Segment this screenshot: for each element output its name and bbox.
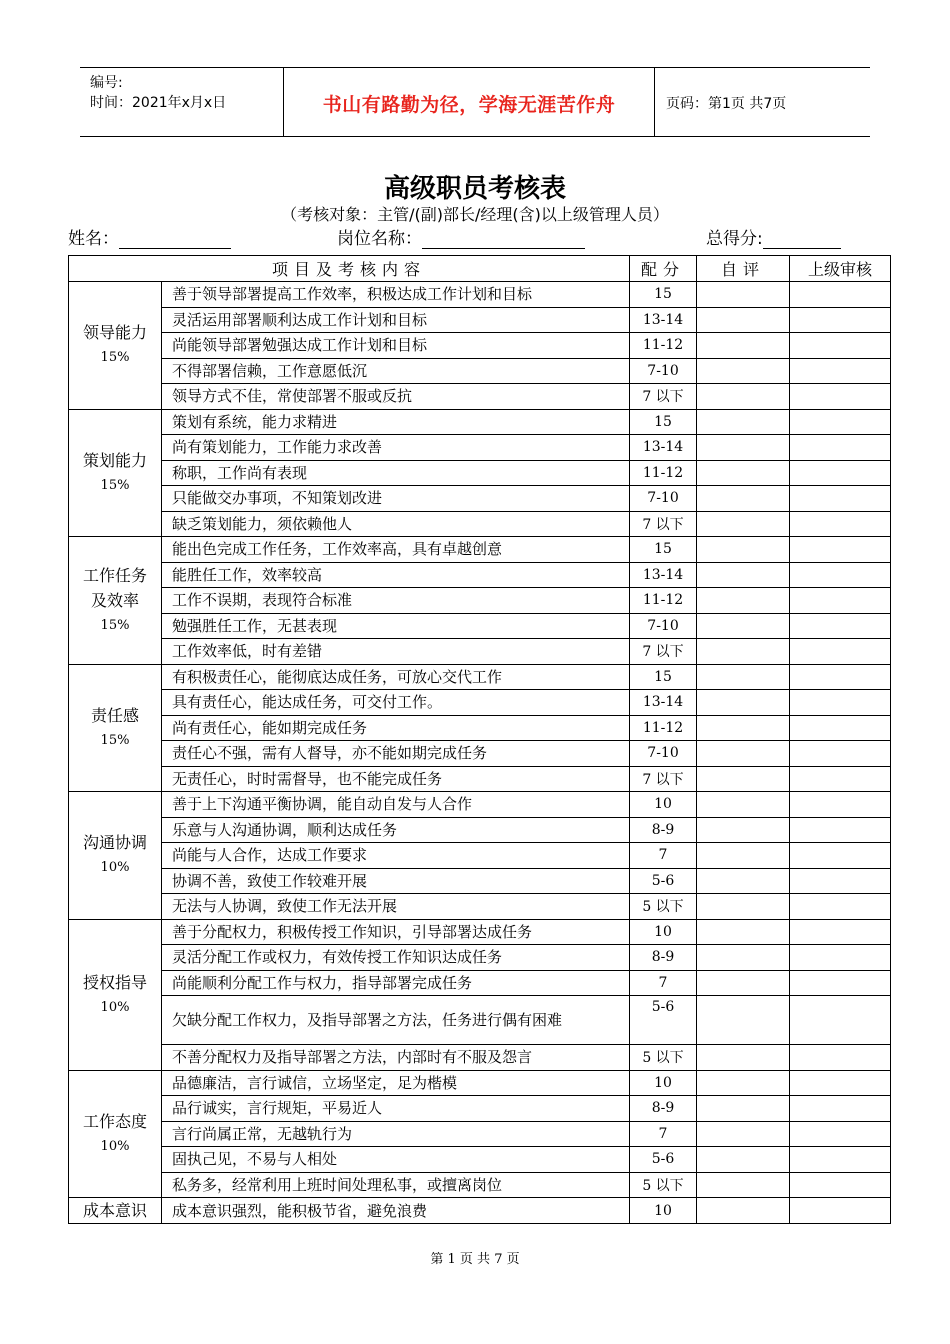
criteria-description: 尚能与人合作，达成工作要求 [162,843,630,869]
category-weight: 15% [100,477,130,493]
criteria-description: 善于领导部署提高工作效率，积极达成工作计划和目标 [162,282,630,308]
self-eval-cell[interactable] [697,333,790,359]
category-cell [69,1198,162,1224]
criteria-description: 乐意与人沟通协调，顺利达成任务 [162,817,630,843]
score-range: 7 以下 [630,766,697,792]
review-cell[interactable] [790,1070,891,1096]
category-weight: 10% [100,1138,130,1154]
category-cell [69,282,162,410]
time-label: 时间：2021年x月x日 [90,95,227,111]
table-row [69,358,891,384]
score-range: 7 [630,1121,697,1147]
table-row [69,1198,891,1224]
category-cell [69,664,162,792]
criteria-description: 尚能领导部署勉强达成工作计划和目标 [162,333,630,359]
self-eval-cell[interactable] [697,1070,790,1096]
header-page-cell [654,68,870,136]
score-range: 15 [630,282,697,308]
review-cell[interactable] [790,537,891,563]
criteria-description: 无责任心，时时需督导，也不能完成任务 [162,766,630,792]
category-cell [69,1070,162,1198]
score-range: 7 [630,843,697,869]
table-row [69,639,891,665]
category-label: 策划能力 [82,450,147,470]
table-row [69,460,891,486]
table-row [69,1070,891,1096]
review-cell[interactable] [790,1096,891,1122]
table-row [69,435,891,461]
review-cell[interactable] [790,588,891,614]
total-label: 总得分: [706,229,763,249]
self-eval-cell[interactable] [697,409,790,435]
page-number: 页码：第1页 共7页 [666,96,787,112]
score-range: 13-14 [630,307,697,333]
table-row [69,613,891,639]
criteria-description: 无法与人协调，致使工作无法开展 [162,894,630,920]
self-eval-cell[interactable] [697,843,790,869]
review-cell[interactable] [790,486,891,512]
self-eval-cell[interactable] [697,511,790,537]
review-cell[interactable] [790,1172,891,1198]
review-cell[interactable] [790,741,891,767]
table-row [69,690,891,716]
header-info-cell [80,68,283,136]
score-range: 7 以下 [630,639,697,665]
category-cell [69,537,162,665]
self-eval-cell[interactable] [697,1096,790,1122]
self-eval-cell[interactable] [697,945,790,971]
self-eval-cell[interactable] [697,1198,790,1224]
category-label: 沟通协调 [82,833,147,853]
self-eval-cell[interactable] [697,715,790,741]
review-cell[interactable] [790,460,891,486]
table-row [69,562,891,588]
score-range: 11-12 [630,715,697,741]
category-label: 授权指导 [82,972,147,992]
category-cell [69,792,162,920]
table-row [69,282,891,308]
score-range: 13-14 [630,690,697,716]
criteria-description: 不善分配权力及指导部署之方法，内部时有不服及怨言 [162,1045,630,1071]
self-eval-cell[interactable] [697,486,790,512]
table-row [69,1045,891,1071]
category-weight: 10% [100,999,130,1015]
table-row [69,741,891,767]
name-blank[interactable] [119,230,231,249]
criteria-description: 固执己见，不易与人相处 [162,1147,630,1173]
table-row [69,1121,891,1147]
table-row [69,766,891,792]
review-cell[interactable] [790,435,891,461]
total-blank[interactable] [763,230,841,249]
criteria-description: 工作不误期，表现符合标准 [162,588,630,614]
score-range: 7 以下 [630,511,697,537]
category-label: 成本意识 [82,1201,147,1220]
self-eval-cell[interactable] [697,588,790,614]
self-eval-column-header: 自评 [697,256,790,282]
self-eval-cell[interactable] [697,996,790,1045]
score-range: 11-12 [630,333,697,359]
criteria-description: 能出色完成工作任务，工作效率高，具有卓越创意 [162,537,630,563]
table-row [69,409,891,435]
score-range: 10 [630,1070,697,1096]
name-label: 姓名： [68,229,119,249]
category-cell [69,919,162,1070]
category-label: 领导能力 [82,323,147,343]
score-column-header: 配分 [630,256,697,282]
self-eval-cell[interactable] [697,358,790,384]
header-motto-cell [283,68,655,136]
self-eval-cell[interactable] [697,384,790,410]
criteria-description: 成本意识强烈，能积极节省，避免浪费 [162,1198,630,1224]
criteria-description: 尚有责任心，能如期完成任务 [162,715,630,741]
self-eval-cell[interactable] [697,460,790,486]
category-label: 及效率 [90,590,139,610]
criteria-description: 领导方式不佳，常使部署不服或反抗 [162,384,630,410]
review-cell[interactable] [790,358,891,384]
score-range: 15 [630,409,697,435]
position-label: 岗位名称： [337,229,422,249]
self-eval-cell[interactable] [697,664,790,690]
review-cell[interactable] [790,384,891,410]
review-cell[interactable] [790,868,891,894]
score-range: 13-14 [630,562,697,588]
criteria-description: 工作效率低，时有差错 [162,639,630,665]
score-range: 7 以下 [630,384,697,410]
table-row [69,894,891,920]
review-cell[interactable] [790,613,891,639]
category-cell [69,409,162,537]
code-label: 编号: [90,75,123,91]
motto: 书山有路勤为径，学海无涯苦作舟 [322,94,616,116]
criteria-description: 具有责任心，能达成任务，可交付工作。 [162,690,630,716]
page-title: 高级职员考核表 [383,174,566,204]
review-cell[interactable] [790,766,891,792]
table-row [69,486,891,512]
score-range: 10 [630,792,697,818]
score-range: 7-10 [630,741,697,767]
self-eval-cell[interactable] [697,282,790,308]
table-row [69,919,891,945]
page-footer: 第 1 页 共 7 页 [430,1252,520,1267]
table-row [69,511,891,537]
review-cell[interactable] [790,639,891,665]
criteria-description: 缺乏策划能力，须依赖他人 [162,511,630,537]
table-row [69,1096,891,1122]
assessment-table [68,255,891,1224]
review-cell[interactable] [790,664,891,690]
review-cell[interactable] [790,690,891,716]
table-row [69,792,891,818]
criteria-description: 品行诚实，言行规矩，平易近人 [162,1096,630,1122]
self-eval-cell[interactable] [697,894,790,920]
review-cell[interactable] [790,282,891,308]
table-row [69,945,891,971]
criteria-description: 灵活分配工作或权力，有效传授工作知识达成任务 [162,945,630,971]
score-range: 5-6 [630,868,697,894]
criteria-description: 善于分配权力，积极传授工作知识，引导部署达成任务 [162,919,630,945]
table-row [69,333,891,359]
criteria-description: 称职，工作尚有表现 [162,460,630,486]
criteria-description: 灵活运用部署顺利达成工作计划和目标 [162,307,630,333]
review-cell[interactable] [790,817,891,843]
criteria-description: 私务多，经常利用上班时间处理私事，或擅离岗位 [162,1172,630,1198]
self-eval-cell[interactable] [697,639,790,665]
score-range: 13-14 [630,435,697,461]
review-cell[interactable] [790,1045,891,1071]
item-column-header: 项目及考核内容 [69,256,630,282]
review-cell[interactable] [790,333,891,359]
self-eval-cell[interactable] [697,1045,790,1071]
self-eval-cell[interactable] [697,919,790,945]
criteria-description: 欠缺分配工作权力，及指导部署之方法，任务进行偶有困难 [162,996,630,1045]
table-row [69,537,891,563]
self-eval-cell[interactable] [697,868,790,894]
score-range: 7-10 [630,613,697,639]
category-label: 工作任务 [82,565,147,585]
total-field [706,224,841,249]
score-range: 10 [630,1198,697,1224]
name-field [68,224,231,249]
score-range: 7-10 [630,486,697,512]
criteria-description: 不得部署信赖，工作意愿低沉 [162,358,630,384]
table-row [69,868,891,894]
self-eval-cell[interactable] [697,435,790,461]
score-range: 7 [630,970,697,996]
score-range: 7-10 [630,358,697,384]
table-body [69,282,891,1224]
category-weight: 15% [100,617,130,633]
self-eval-cell[interactable] [697,817,790,843]
category-label: 责任感 [90,705,139,725]
criteria-description: 只能做交办事项，不知策划改进 [162,486,630,512]
table-row [69,1147,891,1173]
review-cell[interactable] [790,945,891,971]
score-range: 10 [630,919,697,945]
page-subtitle: （考核对象：主管/(副)部长/经理(含)以上级管理人员） [281,205,669,224]
self-eval-cell[interactable] [697,690,790,716]
score-range: 5 以下 [630,1172,697,1198]
review-cell[interactable] [790,970,891,996]
table-row [69,664,891,690]
criteria-description: 善于上下沟通平衡协调，能自动自发与人合作 [162,792,630,818]
self-eval-cell[interactable] [697,741,790,767]
self-eval-cell[interactable] [697,307,790,333]
table-row [69,307,891,333]
position-blank[interactable] [422,230,585,249]
table-row [69,817,891,843]
score-range: 8-9 [630,945,697,971]
score-range: 5-6 [630,996,697,1045]
self-eval-cell[interactable] [697,792,790,818]
review-column-header: 上级审核 [790,256,891,282]
criteria-description: 言行尚属正常，无越轨行为 [162,1121,630,1147]
review-cell[interactable] [790,894,891,920]
review-cell[interactable] [790,792,891,818]
document-header [80,67,870,137]
table-row [69,1172,891,1198]
review-cell[interactable] [790,996,891,1045]
criteria-description: 尚能顺利分配工作与权力，指导部署完成任务 [162,970,630,996]
criteria-description: 品德廉洁，言行诚信，立场坚定，足为楷模 [162,1070,630,1096]
position-field [337,224,585,249]
score-range: 8-9 [630,817,697,843]
category-weight: 10% [100,860,130,876]
criteria-description: 策划有系统，能力求精进 [162,409,630,435]
self-eval-cell[interactable] [697,562,790,588]
review-cell[interactable] [790,562,891,588]
score-range: 15 [630,537,697,563]
score-range: 15 [630,664,697,690]
table-header-row [69,256,891,282]
criteria-description: 有积极责任心，能彻底达成任务，可放心交代工作 [162,664,630,690]
category-weight: 15% [100,732,130,748]
review-cell[interactable] [790,409,891,435]
score-range: 8-9 [630,1096,697,1122]
table-row [69,588,891,614]
criteria-description: 协调不善，致使工作较难开展 [162,868,630,894]
review-cell[interactable] [790,511,891,537]
self-eval-cell[interactable] [697,766,790,792]
score-range: 11-12 [630,460,697,486]
category-label: 工作态度 [82,1111,147,1131]
review-cell[interactable] [790,715,891,741]
criteria-description: 勉强胜任工作，无甚表现 [162,613,630,639]
table-row [69,970,891,996]
self-eval-cell[interactable] [697,537,790,563]
self-eval-cell[interactable] [697,613,790,639]
score-range: 5-6 [630,1147,697,1173]
table-row [69,843,891,869]
self-eval-cell[interactable] [697,1121,790,1147]
score-range: 5 以下 [630,894,697,920]
review-cell[interactable] [790,919,891,945]
criteria-description: 尚有策划能力，工作能力求改善 [162,435,630,461]
table-row [69,715,891,741]
review-cell[interactable] [790,1121,891,1147]
table-row [69,384,891,410]
review-cell[interactable] [790,1198,891,1224]
review-cell[interactable] [790,1147,891,1173]
score-range: 5 以下 [630,1045,697,1071]
review-cell[interactable] [790,843,891,869]
criteria-description: 能胜任工作，效率较高 [162,562,630,588]
review-cell[interactable] [790,307,891,333]
score-range: 11-12 [630,588,697,614]
category-weight: 15% [100,350,130,366]
table-row [69,996,891,1045]
self-eval-cell[interactable] [697,1172,790,1198]
criteria-description: 责任心不强，需有人督导，亦不能如期完成任务 [162,741,630,767]
self-eval-cell[interactable] [697,970,790,996]
self-eval-cell[interactable] [697,1147,790,1173]
